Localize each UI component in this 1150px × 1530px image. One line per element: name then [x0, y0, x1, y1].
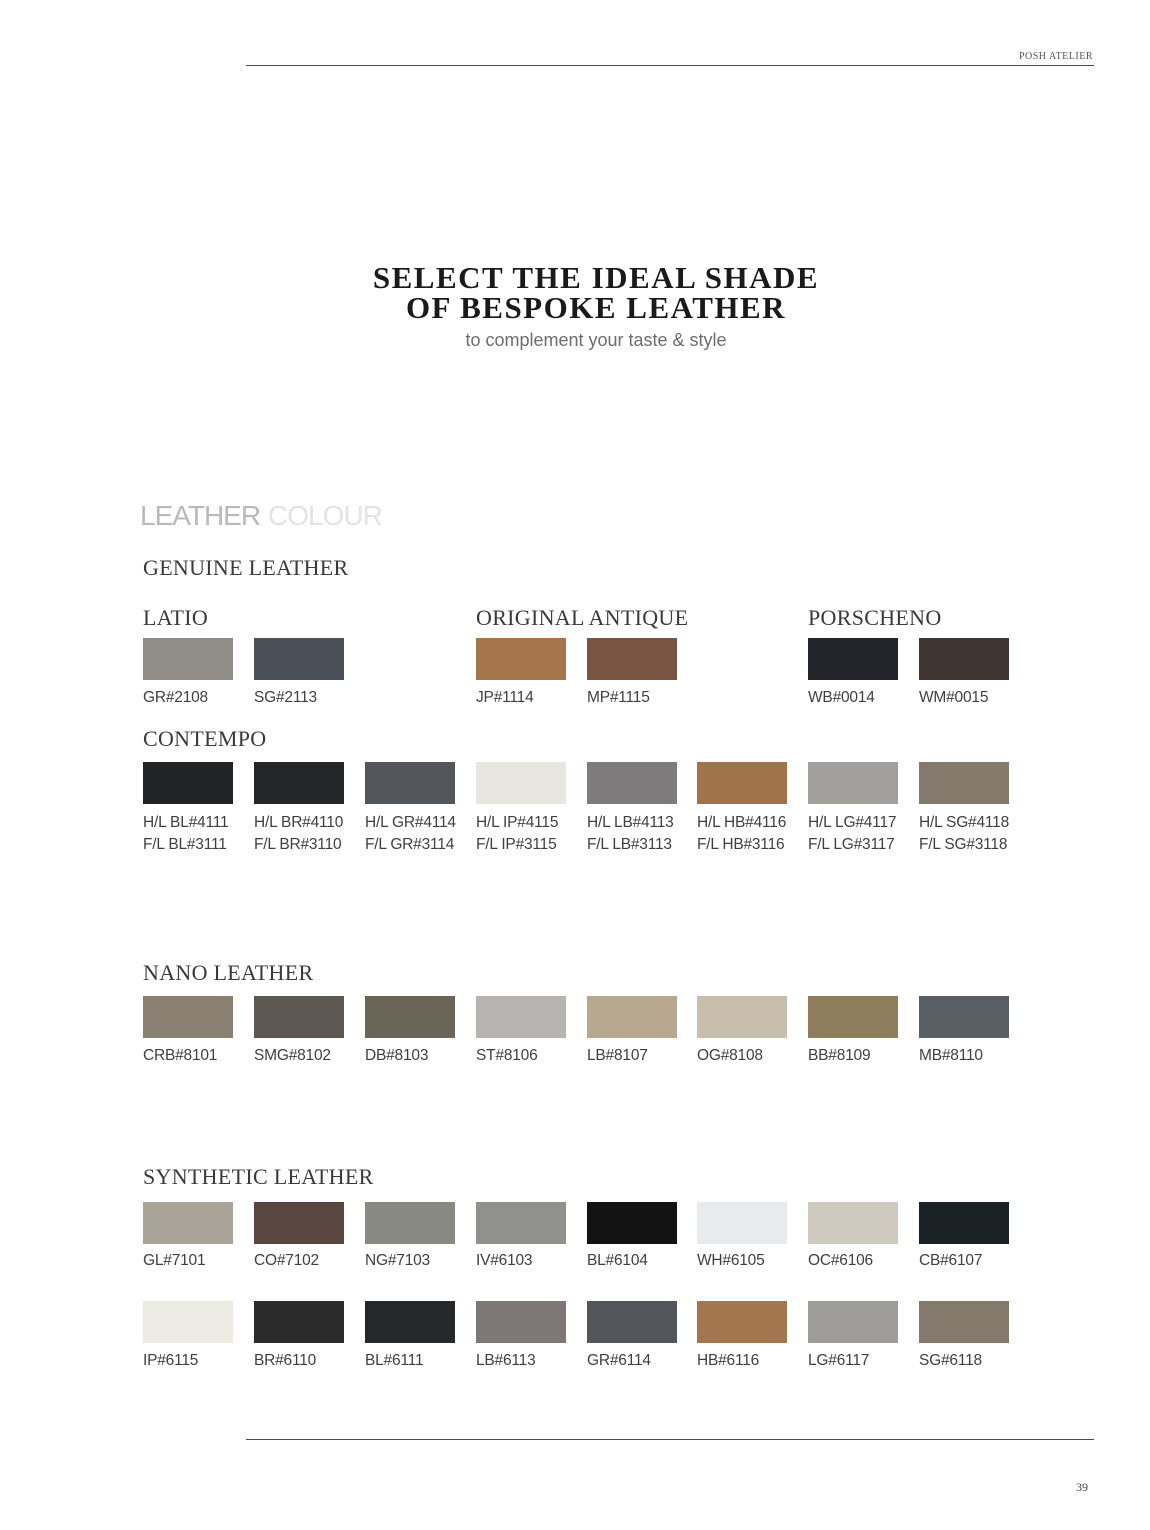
- swatch-synthetic-cb6107[interactable]: [919, 1202, 1009, 1244]
- section-title-word-2: COLOUR: [268, 500, 382, 531]
- swatch-nano-smg8102[interactable]: [254, 996, 344, 1038]
- swatch-contempo-bl[interactable]: [143, 762, 233, 804]
- swatch-contempo-sg[interactable]: [919, 762, 1009, 804]
- code-contempo-hb: H/L HB#4116 F/L HB#3116: [697, 814, 787, 853]
- swatch-synthetic-ng7103[interactable]: [365, 1202, 455, 1244]
- code-nano-st8106: ST#8106: [476, 1047, 538, 1064]
- contempo-heading: CONTEMPO: [143, 726, 267, 751]
- code-contempo-lg: H/L LG#4117 F/L LG#3117: [808, 814, 897, 853]
- code-contempo-ip: H/L IP#4115 F/L IP#3115: [476, 814, 559, 853]
- swatch-synthetic-bl6111[interactable]: [365, 1301, 455, 1343]
- swatch-contempo-lb[interactable]: [587, 762, 677, 804]
- code-antique-jp1114: JP#1114: [476, 689, 534, 706]
- swatch-synthetic-co7102[interactable]: [254, 1202, 344, 1244]
- swatch-synthetic-iv6103[interactable]: [476, 1202, 566, 1244]
- swatch-synthetic-lb6113[interactable]: [476, 1301, 566, 1343]
- swatch-synthetic-lg6117[interactable]: [808, 1301, 898, 1343]
- code-synthetic-br6110: BR#6110: [254, 1352, 317, 1369]
- code-contempo-sg: H/L SG#4118 F/L SG#3118: [919, 814, 1009, 853]
- swatch-latio-sg2113[interactable]: [254, 638, 344, 680]
- code-latio-sg2113: SG#2113: [254, 689, 317, 706]
- code-synthetic-iv6103: IV#6103: [476, 1252, 533, 1269]
- top-rule: [246, 65, 1094, 66]
- code-latio-gr2108: GR#2108: [143, 689, 208, 706]
- genuine-leather-heading: GENUINE LEATHER: [143, 555, 349, 580]
- porscheno-heading: PORSCHENO: [808, 605, 942, 630]
- swatch-synthetic-br6110[interactable]: [254, 1301, 344, 1343]
- swatch-synthetic-gr6114[interactable]: [587, 1301, 677, 1343]
- original-antique-heading: ORIGINAL ANTIQUE: [476, 605, 689, 630]
- code-contempo-gr: H/L GR#4114 F/L GR#3114: [365, 814, 456, 853]
- swatch-synthetic-ip6115[interactable]: [143, 1301, 233, 1343]
- code-nano-og8108: OG#8108: [697, 1047, 763, 1064]
- swatch-porscheno-wm0015[interactable]: [919, 638, 1009, 680]
- swatch-antique-mp1115[interactable]: [587, 638, 677, 680]
- code-porscheno-wm0015: WM#0015: [919, 689, 989, 706]
- code-synthetic-lg6117: LG#6117: [808, 1352, 870, 1369]
- code-synthetic-bl6104: BL#6104: [587, 1252, 648, 1269]
- headline-subline: to complement your taste & style: [465, 330, 727, 350]
- swatch-synthetic-hb6116[interactable]: [697, 1301, 787, 1343]
- code-synthetic-bl6111: BL#6111: [365, 1352, 424, 1369]
- code-nano-db8103: DB#8103: [365, 1047, 429, 1064]
- code-synthetic-hb6116: HB#6116: [697, 1352, 760, 1369]
- code-antique-mp1115: MP#1115: [587, 689, 650, 706]
- code-synthetic-gl7101: GL#7101: [143, 1252, 206, 1269]
- swatch-synthetic-wh6105[interactable]: [697, 1202, 787, 1244]
- code-synthetic-co7102: CO#7102: [254, 1252, 319, 1269]
- swatch-nano-crb8101[interactable]: [143, 996, 233, 1038]
- code-contempo-br: H/L BR#4110 F/L BR#3110: [254, 814, 344, 853]
- code-synthetic-cb6107: CB#6107: [919, 1252, 983, 1269]
- swatch-synthetic-gl7101[interactable]: [143, 1202, 233, 1244]
- swatch-nano-mb8110[interactable]: [919, 996, 1009, 1038]
- swatch-nano-bb8109[interactable]: [808, 996, 898, 1038]
- swatch-contempo-hb[interactable]: [697, 762, 787, 804]
- code-nano-crb8101: CRB#8101: [143, 1047, 218, 1064]
- code-synthetic-wh6105: WH#6105: [697, 1252, 765, 1269]
- page-number: 39: [1076, 1480, 1088, 1494]
- swatch-antique-jp1114[interactable]: [476, 638, 566, 680]
- code-nano-smg8102: SMG#8102: [254, 1047, 331, 1064]
- swatch-contempo-br[interactable]: [254, 762, 344, 804]
- swatch-contempo-ip[interactable]: [476, 762, 566, 804]
- code-nano-lb8107: LB#8107: [587, 1047, 648, 1064]
- section-title-word-1: LEATHER: [140, 500, 261, 531]
- code-nano-bb8109: BB#8109: [808, 1047, 871, 1064]
- swatch-latio-gr2108[interactable]: [143, 638, 233, 680]
- swatch-nano-lb8107[interactable]: [587, 996, 677, 1038]
- swatch-nano-og8108[interactable]: [697, 996, 787, 1038]
- synthetic-leather-heading: SYNTHETIC LEATHER: [143, 1164, 374, 1189]
- swatch-synthetic-sg6118[interactable]: [919, 1301, 1009, 1343]
- headline-line-1: SELECT THE IDEAL SHADE: [372, 260, 820, 295]
- latio-heading: LATIO: [143, 605, 209, 630]
- bottom-rule: [246, 1439, 1094, 1440]
- code-synthetic-ip6115: IP#6115: [143, 1352, 199, 1369]
- code-nano-mb8110: MB#8110: [919, 1047, 983, 1064]
- swatch-contempo-lg[interactable]: [808, 762, 898, 804]
- code-synthetic-lb6113: LB#6113: [476, 1352, 536, 1369]
- swatch-synthetic-oc6106[interactable]: [808, 1202, 898, 1244]
- code-contempo-lb: H/L LB#4113 F/L LB#3113: [587, 814, 674, 853]
- code-contempo-bl: H/L BL#4111 F/L BL#3111: [143, 814, 229, 853]
- code-synthetic-sg6118: SG#6118: [919, 1352, 982, 1369]
- code-synthetic-ng7103: NG#7103: [365, 1252, 430, 1269]
- swatch-nano-st8106[interactable]: [476, 996, 566, 1038]
- code-synthetic-gr6114: GR#6114: [587, 1352, 651, 1369]
- swatch-nano-db8103[interactable]: [365, 996, 455, 1038]
- code-synthetic-oc6106: OC#6106: [808, 1252, 873, 1269]
- swatch-porscheno-wb0014[interactable]: [808, 638, 898, 680]
- nano-leather-heading: NANO LEATHER: [143, 960, 314, 985]
- swatch-contempo-gr[interactable]: [365, 762, 455, 804]
- brand-name: POSH ATELIER: [1018, 51, 1093, 62]
- code-porscheno-wb0014: WB#0014: [808, 689, 875, 706]
- headline-line-2: OF BESPOKE LEATHER: [405, 290, 787, 325]
- swatch-synthetic-bl6104[interactable]: [587, 1202, 677, 1244]
